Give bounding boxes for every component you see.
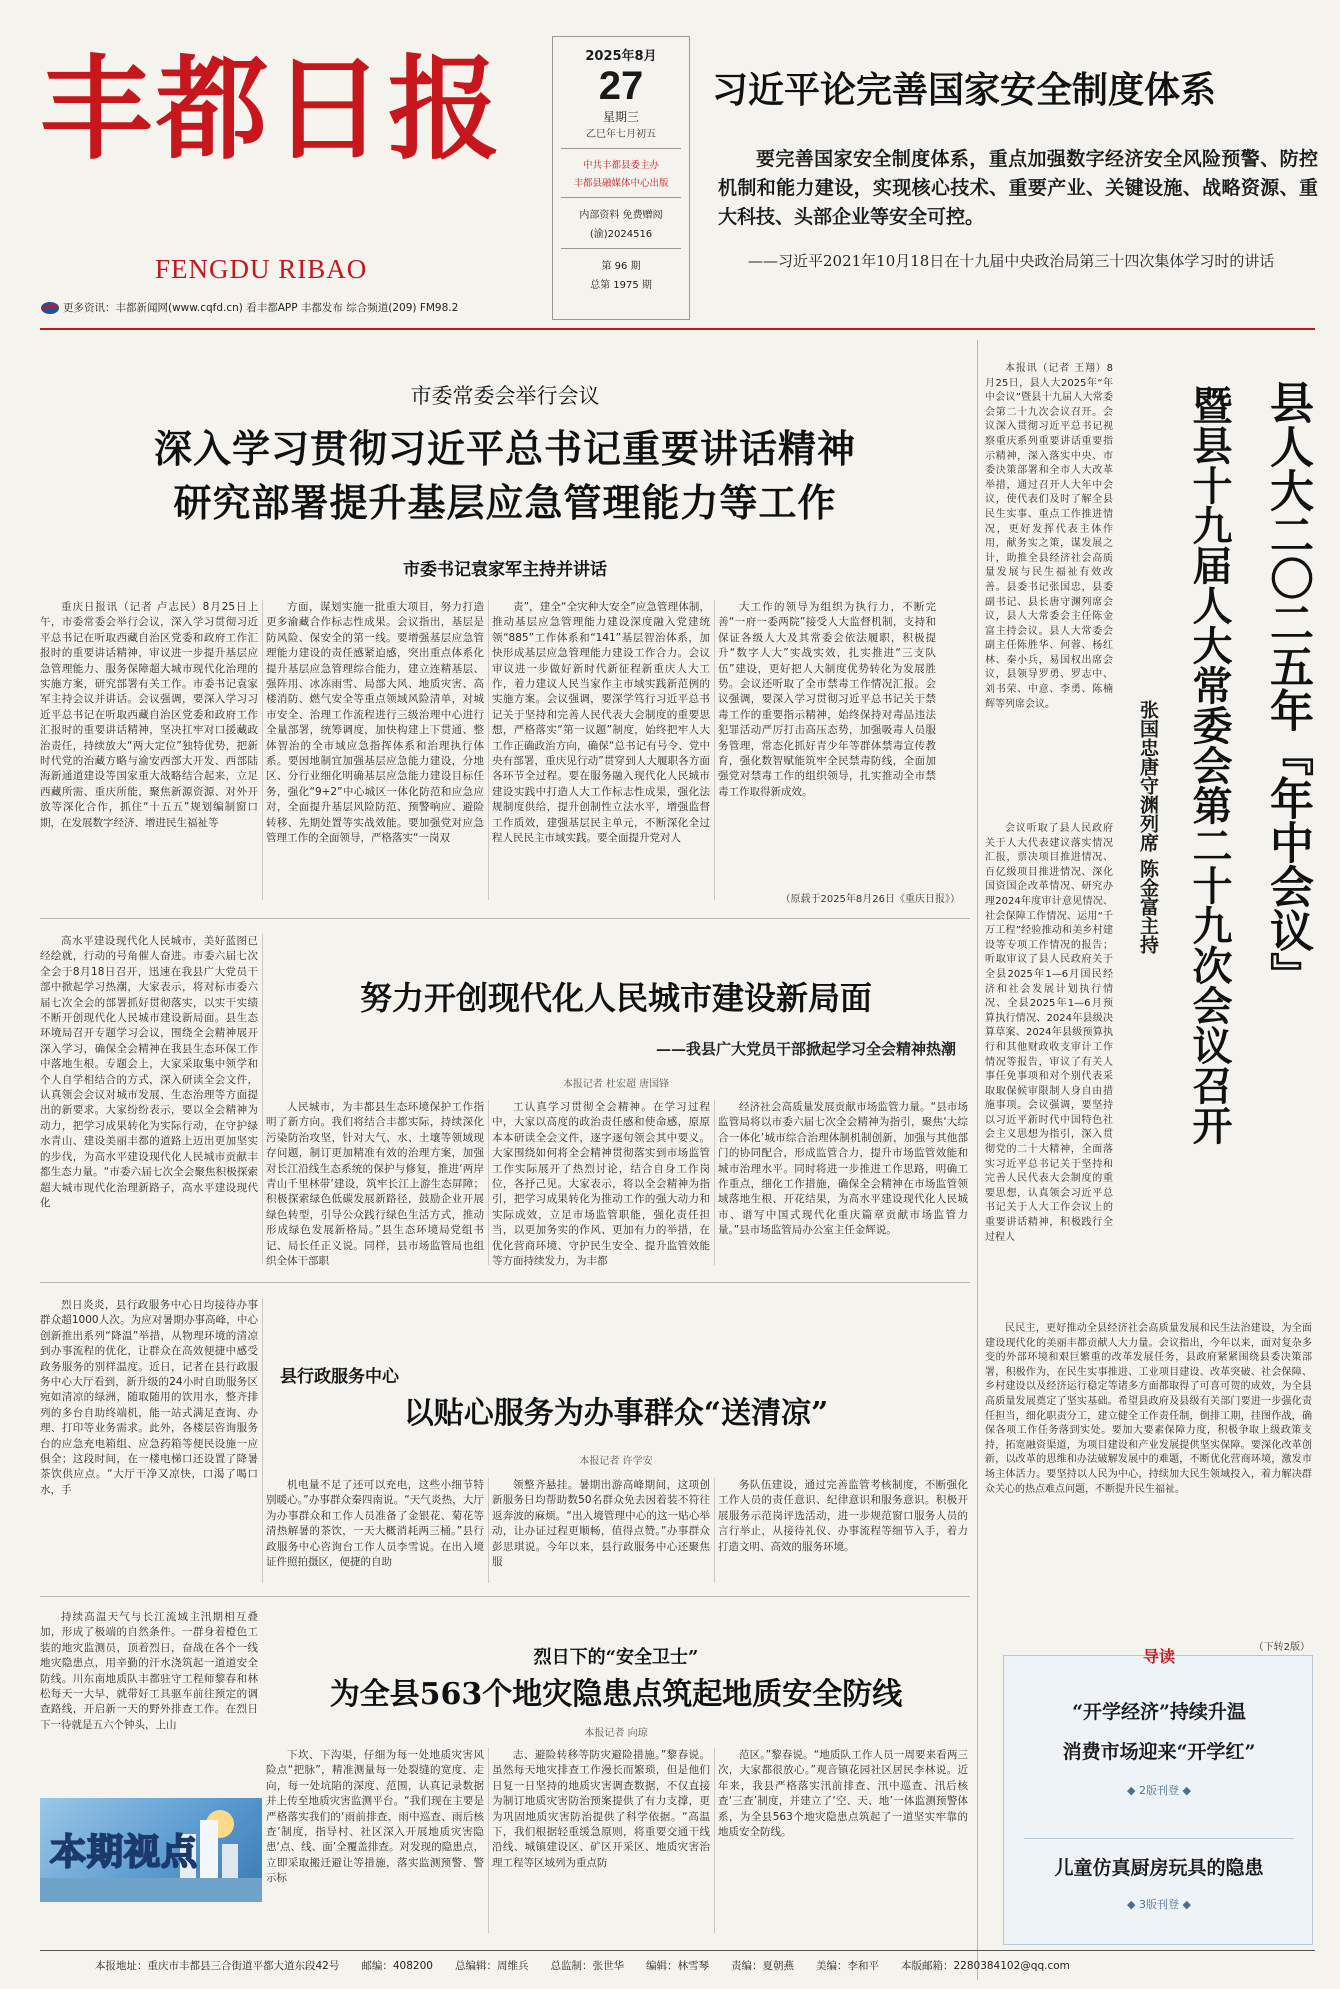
- article2-col2: 工认真学习贯彻全会精神。在学习过程中，大家以高度的政治责任感和使命感，原原本本研读全会文件，逐字逐句领会其中要义。大家围绕如何将全会精神贯彻落实到市场监管工作实际展开了热烈讨论，结合自身工作岗位，各抒己见。大家表示，将以全会精神为指引，把学习成果转化为推动工作的强大动力和实际成效，立足市场监管职能，强化责任担当，以更加务实的作风、更加有力的举措，在优化营商环境、守护民生安全、提升监管效能等方面持续发力，为丰都: [492, 1101, 710, 1268]
- footer: [95, 1958, 1315, 1973]
- feature-label: 本期视点: [50, 1832, 199, 1873]
- date-year-month: 2025年8月: [585, 49, 657, 64]
- date-day: 27: [598, 64, 644, 108]
- article4-col1: 下坎、下沟渠，仔细为每一处地质灾害风险点“把脉”，精准测量每一处裂缝的宽度、走向，每一处坑陷的深度、范围，认真记录数据并上传至地质灾害监测平台。“我们现在主要是严格落实我们的‘雨前排查、雨中巡查、雨后核查’制度，指导村、社区深入开展地质灾害隐患‘点、线、面’全覆盖排查。对发现的隐患点，立即采取搬迁避让等措施，落实监测预警、警示标: [266, 1749, 484, 1885]
- guide-item-2[interactable]: [1004, 1852, 1314, 1912]
- date-box: [552, 36, 690, 320]
- article2-title: 努力开创现代化人民城市建设新局面: [359, 979, 872, 1017]
- footer-address: 本报地址：重庆市丰都县三合街道平都大道东段42号: [95, 1960, 340, 1972]
- article2-subtitle: ——我县广大党员干部掀起学习全会精神热潮: [655, 1040, 956, 1058]
- article3-col3: 务队伍建设，通过完善监管考核制度，不断强化工作人员的责任意识、纪律意识和服务意识。积极开展服务示范岗评选活动，进一步规范窗口服务人员的言行举止，从接待礼仪、办事流程等细节入手，着力打造文明、高效的服务环境。: [718, 1479, 968, 1553]
- article3-col1: 机电量不足了还可以充电，这些小细节特别暖心。”办事群众秦四南说。“天气炎热，大厅为办事群众和工作人员准备了金银花、菊花等清热解暑的茶饮，一天大概消耗两三桶。”县行政服务中心咨询台工作人员李雪说。在出入境证件照拍摄区，便捷的自助: [266, 1479, 484, 1569]
- article1-title-line2: 研究部署提升基层应急管理能力等工作: [173, 480, 837, 525]
- article4-left: 持续高温天气与长江流域主汛期相互叠加，形成了极端的自然条件。一群身着橙色工装的地灾监测员，顶着烈日，奋战在各个一线地灾隐患点，用辛勤的汗水浇筑起一道道安全防线。川东南地质队丰都驻守工程师黎春和林松每天一大早，就带好工具驱车前往预定的调查路线，开启新一天的野外排查工作。在烈日下一待就是五六个钟头，上山: [40, 1611, 258, 1731]
- masthead-pinyin: FENGDU RIBAO: [155, 254, 368, 284]
- footer-editor: 编辑：林雪琴: [645, 1960, 709, 1972]
- date-weekday: 星期三: [602, 110, 639, 124]
- masthead-rule: [40, 328, 1315, 330]
- guide-item-1[interactable]: [1004, 1696, 1314, 1798]
- guide-label: 导读: [1142, 1647, 1175, 1666]
- article2-col1: 人民城市，为丰都县生态环境保护工作指明了新方向。我们将结合丰都实际，持续深化污染防治攻坚，针对大气、水、土壤等领域现存问题，制订更加精准有效的治理方案，加强对长江沿线生态系统的保护与修复，推进‘两岸青山千里林带’建设，筑牢长江上游生态屏障；积极探索绿色低碳发展新路径，鼓励企业开展绿色转型，引导公众践行绿色生活方式，推动形成绿色发展新格局。”县生态环境局党组书记、局长任正义说。同样，县市场监管局也组织全体干部职: [266, 1101, 484, 1268]
- article1-subtitle: 市委书记袁家军主持并讲话: [403, 560, 607, 580]
- article2-col3: 经济社会高质量发展贡献市场监管力量。“县市场监管局将以市委六届七次全会精神为指引，聚焦‘大综合一体化’城市综合治理体制机制创新，加强与其他部门的协同配合，形成监管合力，提升市场监管效能和城市治理水平。同时将进一步推进工作思路，明确工作重点，细化工作措施，确保全会精神在市场监管领域落地生根、开花结果，为高水平建设现代化人民城市、谱写中国式现代化重庆篇章贡献市场监管力量。”县市场监管局办公室主任金辉说。: [718, 1101, 968, 1237]
- sponsor-1: 中共丰都县委主办: [582, 160, 659, 171]
- guide-item-2-line1: 儿童仿真厨房玩具的隐患: [1054, 1857, 1264, 1879]
- divider-a3: [40, 1596, 970, 1597]
- total-issue: 总第 1975 期: [590, 280, 652, 291]
- article3-kicker: 县行政服务中心: [280, 1367, 399, 1387]
- footer-duty: 总监制：张世华: [550, 1960, 624, 1972]
- article4-col3: 范区。”黎春说。“地质队工作人员一周要来看两三次，大家都很放心。”观音镇花园社区居民李林说。近年来，我县严格落实汛前排查、汛中巡查、汛后核查‘三查’制度，并建立了‘空、天、地’一体监测预警体系，为全县563个地灾隐患点筑起了一道坚实牢靠的地质安全防线。: [718, 1749, 968, 1839]
- footer-proof: 责编：夏朝燕: [730, 1960, 794, 1972]
- guide-item-1-line1: “开学经济”持续升温: [1072, 1701, 1246, 1723]
- vertical-article-mid: 会议听取了县人民政府关于人大代表建议落实情况汇报，票决项目推进情况、百亿级项目推进情况、深化国资国企改革情况、研究办理2024年度审计意见情况、社会保障工作情况、运用“千万工程”经验推动和美乡村建设等专项工作情况的报告；听取审议了县人民政府关于全县2025年1—6月国民经济和社会发展计划执行情况、全县2025年1—6月预算执行情况、2024年县级决算草案、2024年县级预算执行和其他财政收支审计工作情况等报告，审议了有关人事任免事项和对个别代表采取取保候审限制人身自由措施事项。会议强调，要坚持以习近平新时代中国特色社会主义思想为指引，深入贯彻党的二十大精神，全面落实习近平总书记关于坚持和完善人民代表大会制度的重要思想，认真领会习近平总书记关于人大工作会议上的重要讲话精神，积极践行全过程人: [985, 823, 1113, 1243]
- divider-a2: [40, 1282, 970, 1283]
- footer-rule: [40, 1950, 1315, 1951]
- footer-postcode: 邮编：408200: [361, 1960, 433, 1972]
- article2-left: 高水平建设现代化人民城市，美好蓝图已经绘就，行动的号角催人奋进。市委六届七次全会于8月18日召开，迅速在我县广大党员干部中掀起学习热潮，大家表示，将对标市委六届七次全会的部署抓好贯彻落实，以实干实绩不断开创现代化人民城市建设新局面。县生态环境局召开专题学习会议，围绕全会精神展开深入学习，确保全会精神在我县生态环保工作中落地生根。专题会上，大家采取集中领学和个人自学相结合的方式，深入研读全会文件，认真领会会议对城市发展、生态治理等方面提出的新要求。大家纷纷表示，要以全会精神为动力，把学习成果转化为实际行动，在守护绿水青山、建设美丽丰都的道路上迈出更加坚实的步伐，为高水平建设现代化人民城市贡献丰都生态力量。“市委六届七次全会聚焦积极探索超大城市现代化治理新路子，高水平建设现代化: [40, 935, 258, 1209]
- logo-icon: [40, 300, 60, 314]
- article1-col3: 责”，建全“全灾种大安全”应急管理体制，推动基层应急管理能力建设深度融入党建统领“885”工作体系和“141”基层智治体系，加快形成基层应急管理能力建设工作合力。会议审议进一步做好新时代新征程新重庆人大工作，着力建议人民当家作主市域实践新范例的实施方案。会议强调，要深学笃行习近平总书记关于坚持和完善人民代表大会制度的重要思想，严格落实“第一议题”制度，始终把牢人大工作正确政治方向，确保“总书记有号令、党中央有部署，重庆见行动”贯穿到人大履职各方面各环节全过程。要在服务融入现代化人民城市建设实践中打造人大工作标志性成果，强化法规制度供给，提升创制性立法水平，增强监督工作质效，建强基层民主单元，不断深化全过程人民民主市域实践。要全面提升党对人: [492, 601, 710, 845]
- date-lunar: 乙巳年七月初五: [586, 129, 656, 140]
- footer-design: 美编：李和平: [815, 1960, 879, 1972]
- article4-kicker: 烈日下的“安全卫士”: [533, 1647, 699, 1668]
- article1-col4: 大工作的领导为组织为执行力，不断完善“一府一委两院”接受人大监督机制，支持和保证各级人大及其常委会依法履职，积极提升“数字人大”实战实效，扎实推进“三支队伍”建设，更好把人大制度优势转化为发展胜势。会议还听取了全市禁毒工作情况汇报。会议强调，要深入学习贯彻习近平总书记关于禁毒工作的重要指示精神，始终保持对毒品违法犯罪活动严厉打击高压态势，加强吸毒人员服务管理，常态化抓好青少年等群体禁毒宣传教育，强化数智赋能筑牢全民禁毒防线，全面加强党对禁毒工作的组织领导，扎实推动全市禁毒工作取得新成效。: [718, 601, 936, 798]
- article1-source: （原载于2025年8月26日《重庆日报》）: [780, 894, 960, 905]
- feature-image: [40, 1798, 262, 1902]
- guide-item-2-page: ◆ 3版刊登 ◆: [1127, 1898, 1191, 1911]
- article1-col2: 方面，谋划实施一批重大项目，努力打造更多渝藏合作标志性成果。会议指出，基层是防风险、保安全的第一线。要增强基层应急管理能力建设的责任感紧迫感，突出重点体系化提升基层应急管理综合能力，建立连精基层、强阵用、冰冻雨雪、局部大风、地质灾害、高楼消防、燃气安全等重点领域风险清单，对城市安全、治理工作流程进行三级治理中心进行全量部署，统筹调度，加快构建上下贯通、整体智治的全市域应急指挥体系和治理执行体系。要因地制宜加强基层应急能力建设，分地区、分行业细化明确基层应急能力建设目标任务，强化“9+2”中心城区一体化防范和应急应对，全面提升基层风险防范、预警响应、避险转移、先期处置等实战效能。要加强党对应急管理工作的全面领导，严格落实“一岗双: [266, 601, 484, 845]
- masthead-info-line: 更多资讯：丰都新闻网(www.cqfd.cn) 看丰都APP 丰都发布 综合频道(209) FM98.2: [63, 302, 459, 314]
- article4-title: 为全县563个地灾隐患点筑起地质安全防线: [329, 1677, 903, 1712]
- vertical-article-top: 本报讯（记者 王翔）8月25日，县人大2025年“年中会议”暨县十九届人大常委会第二十九次会议召开。会议深入贯彻习近平总书记视察重庆系列重要讲话重要指示精神，深入落实中央、市委決策部署和全市人大改革举措，通过召开人大年中会议，使代表们及时了解全县民生实事、重点工作推进情况，更好发挥代表主体作用，献务实之策，谋发展之计，助推全县经济社会高质量发展与民生福祉有效改善。县委书记张国忠，县委副书记、县长唐守渊列席会议，县人大常委会主任陈金富主持会议。县人大常委会副主任陈胜华、何蓉、杨红林、秦小兵，易国权出席会议，县领导罗勇、罗志中、刘书荣、中意、李勇、陈楠辉等列席会议。: [985, 363, 1113, 710]
- article3-byline: 本报记者 许学安: [579, 1456, 653, 1467]
- masthead-title: 丰都日报: [40, 44, 504, 175]
- footer-email: 本版邮箱：2280384102@qq.com: [900, 1960, 1070, 1972]
- article1-kicker: 市委常委会举行会议: [410, 384, 600, 408]
- quote-body: 要完善国家安全制度体系，重点加强数字经济安全风险预警、防控机制和能力建设，实现核心技术、重要产业、关键设施、战略资源、重大科技、头部企业等安全可控。: [718, 148, 1318, 228]
- vertical-title-a: 县人大二〇二五年『年中会议』: [1262, 380, 1313, 996]
- reg-number: (渝)2024516: [589, 229, 653, 240]
- divider-a1: [40, 918, 970, 919]
- article3-title: 以贴心服务为办事群众“送清凉”: [403, 1396, 829, 1431]
- vertical-article-continue: （下转2版）: [1253, 1642, 1310, 1653]
- quote-title: 习近平论完善国家安全制度体系: [712, 69, 1217, 111]
- guide-item-1-page: ◆ 2版刊登 ◆: [1127, 1784, 1191, 1797]
- article4-byline: 本报记者 向琼: [584, 1728, 648, 1739]
- footer-chief: 总编辑：周维兵: [454, 1960, 529, 1972]
- article3-left: 烈日炎炎，县行政服务中心日均接待办事群众超1000人次。为应对暑期办事高峰，中心创新推出系列“降温”举措，从物理环境的清凉到办事流程的优化，让群众在高效便捷中感受政务服务的别样温度。近日，记者在县行政服务中心大厅看到，新升级的24小时自助服务区宛如清凉的绿洲，随取随用的饮用水，整齐排列的多台自助终端机，能一站式满足查询、办理、打印等业务需求。此外，各楼层咨询服务台的应急充电箱组、应急药箱等便民设施一应俱全；这段时间，在一楼电梯口还设置了降暑茶饮供应点。“大厅干净又凉快，口渴了喝口水，手: [40, 1299, 258, 1496]
- article4-col2: 志、避险转移等防灾避险措施。”黎春说。虽然每天地灾排查工作漫长而繁琐，但是他们日复一日坚持的地质灾害调查数据，不仅直接为制订地质灾害防治预案提供了有力支撑，更为巩固地质灾害防治提供了科学依据。“高温下，我们根据轻重缓急原则，将重要交通干线沿线、城镇建设区、矿区开采区、地质灾害治理工程等区域列为重点防: [492, 1749, 710, 1869]
- sponsor-2: 丰都县融媒体中心出版: [573, 178, 669, 189]
- article2-byline: 本报记者 杜宏超 唐国锋: [562, 1079, 670, 1090]
- internal-label: 内部资料 免费赠阅: [579, 210, 663, 221]
- article1-title-line1: 深入学习贯彻习近平总书记重要讲话精神: [153, 426, 856, 471]
- vertical-title-b: 暨县十九届人大常委会第二十九次会议召开: [1186, 385, 1233, 1145]
- guide-item-1-line2: 消费市场迎来“开学红”: [1062, 1741, 1256, 1763]
- quote-source: ——习近平2021年10月18日在十九届中央政治局第三十四次集体学习时的讲话: [748, 252, 1275, 270]
- vertical-subtitle: 张国忠唐守渊列席 陈金富主持: [1137, 700, 1159, 954]
- vertical-article-bottom: 民民主，更好推动全县经济社会高质量发展和民生法治建设，为全面建设现代化的美丽丰都贡献人大力量。会议指出，今年以来，面对复杂多变的外部环境和艰巨繁重的改革发展任务，县政府紧紧围绕县委决策部署，积极作为，在民生实事推进、工业项目建设、改革突破、社会保障、乡村建设以及经济运行稳定等诸多方面都取得了可喜可贺的成效，为全县高质量发展奠定了坚实基础。希望县政府及县级有关部门要进一步强化责任担当，细化职责分工，建立健全工作责任制，倒排工期，挂图作战，确保各项工作任务落到实处。要加大要素保障力度，积极争取上级政策支持，拓宽融资渠道，为项目建设和产业发展提供坚实保障。要深化改革创新，以改革的思维和办法破解发展中的难题，不断优化营商环境，激发市场主体活力。要坚持以人民为中心，持续加大民生领域投入，着力解决群众关心的热点难点问题，不断提升民生福祉。: [985, 1323, 1312, 1495]
- issue-number: 第 96 期: [601, 261, 641, 272]
- article1-col1: 重庆日报讯（记者 卢志民）8月25日上午，市委常委会举行会议，深入学习贯彻习近平总书记在听取西藏自治区党委和政府工作汇报时的重要讲话精神，审议进一步提升基层应急管理能力、服务保障超大城市现代化治理的实施方案，研究部署有关工作。市委书记袁家军主持会议并讲话。会议强调，要深入学习习近平总书记在听取西藏自治区党委和政府工作汇报时的重要讲话精神，坚决扛牢对口援藏政治责任，持续放大“两大定位”独特优势，把新时代党的治藏方略与渝安西部大开发、西部陆海新通道建设等国家重大战略结合起来，立足西藏所需、重庆所能，聚焦新源资源、对外开放等深化合作，抓住“十五五”规划编制窗口期，在发展数字经济、增进民生福祉等: [40, 601, 258, 829]
- article3-col2: 领整齐悬挂。暑期出游高峰期间，这项创新服务日均帮助数50名群众免去因着装不符往返奔波的麻烦。“出入境管理中心的这一贴心举动，让办证过程更顺畅，值得点赞。”办事群众彭思琪说。今年以来，县行政服务中心还聚焦服: [492, 1479, 710, 1569]
